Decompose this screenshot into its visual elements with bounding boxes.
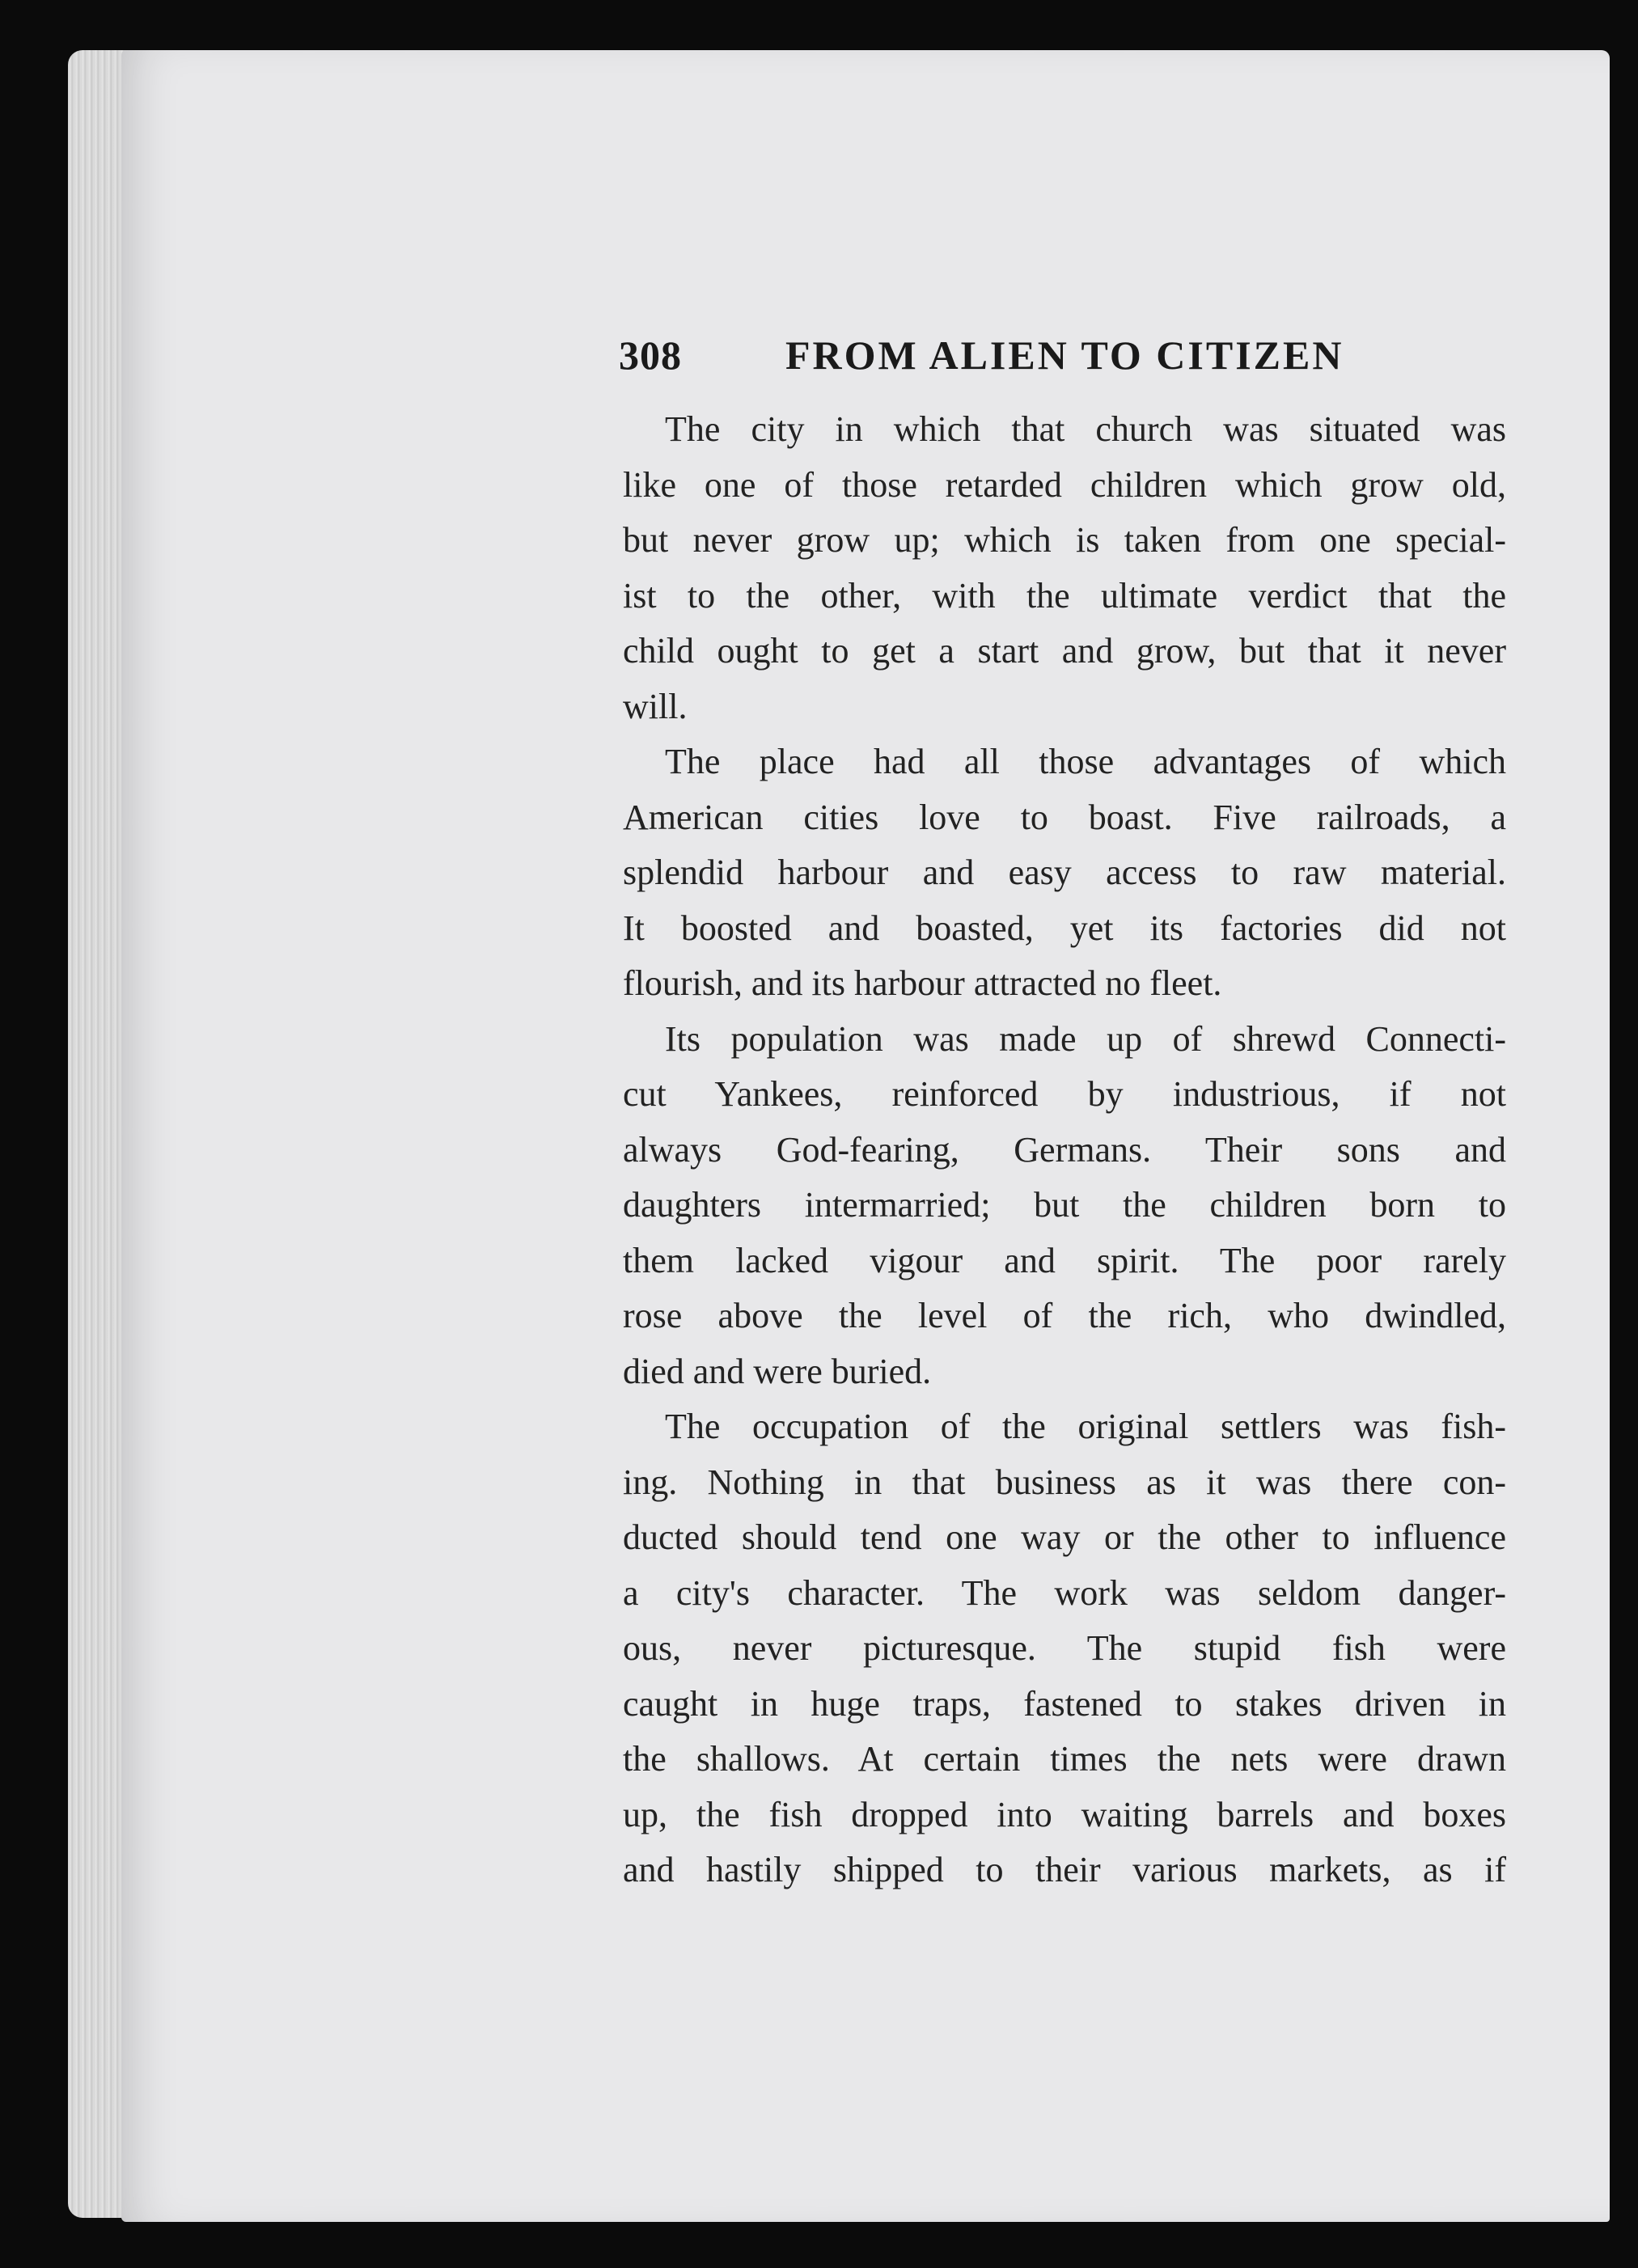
text-line: the shallows. At certain times the nets were drawn (623, 1739, 1506, 1779)
text-line: The occupation of the original settlers was fish- (665, 1407, 1506, 1446)
text-line: will. (623, 686, 688, 726)
text-line: a city's character. The work was seldom danger- (623, 1572, 1506, 1613)
text-line: daughters intermarried; but the children born to (623, 1185, 1506, 1225)
text-line: them lacked vigour and spirit. The poor rarely (623, 1240, 1506, 1280)
running-title: FROM ALIEN TO CITIZEN (785, 332, 1344, 378)
text-line: but never grow up; which is taken from one special- (623, 520, 1506, 560)
body-text (623, 402, 1506, 1898)
paragraph (623, 402, 1506, 734)
text-line: cut Yankees, reinforced by industrious, if not (623, 1074, 1506, 1114)
text-line: caught in huge traps, fastened to stakes driven in (623, 1683, 1506, 1724)
page-number: 308 (619, 332, 682, 378)
text-line: always God-fearing, Germans. Their sons and (623, 1129, 1506, 1170)
text-line: ous, never picturesque. The stupid fish were (623, 1628, 1506, 1668)
text-line: rose above the level of the rich, who dwindled, (623, 1296, 1506, 1335)
paragraph (623, 1012, 1506, 1400)
text-line: ist to the other, with the ultimate verdict that the (623, 575, 1506, 616)
text-line: ducted should tend one way or the other to influence (623, 1517, 1506, 1557)
text-line: died and were buried. (623, 1351, 932, 1391)
paragraph (623, 734, 1506, 1012)
text-line: American cities love to boast. Five railroads, a (623, 797, 1506, 837)
text-line: The city in which that church was situated was (665, 409, 1506, 449)
page-header (619, 332, 1509, 388)
text-line: flourish, and its harbour attracted no fleet. (623, 963, 1222, 1003)
paragraph (623, 1399, 1506, 1898)
text-line: Its population was made up of shrewd Connecti- (665, 1018, 1506, 1059)
text-line: It boosted and boasted, yet its factories did not (623, 908, 1506, 948)
text-line: child ought to get a start and grow, but that it never (623, 631, 1506, 671)
text-line: ing. Nothing in that business as it was there con- (623, 1462, 1506, 1502)
text-line: like one of those retarded children which grow old, (623, 464, 1506, 505)
text-line: and hastily shipped to their various markets, as if (623, 1850, 1506, 1889)
text-line: up, the fish dropped into waiting barrels and boxes (623, 1794, 1506, 1834)
text-line: The place had all those advantages of which (665, 742, 1506, 781)
text-line: splendid harbour and easy access to raw material. (623, 853, 1506, 892)
